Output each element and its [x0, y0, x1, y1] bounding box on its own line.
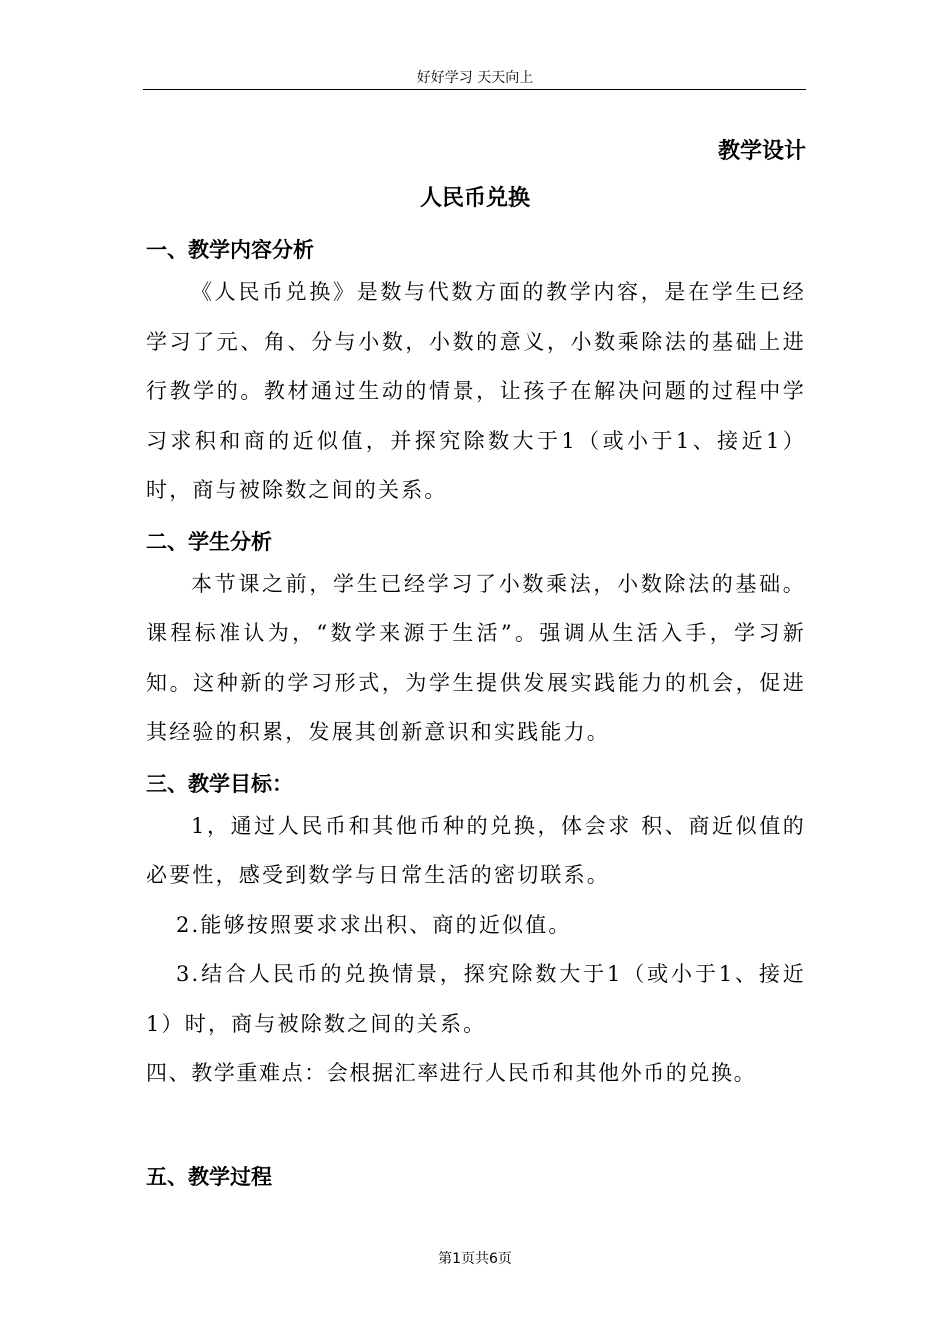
section-heading-teaching-process: 五、教学过程: [146, 1164, 272, 1189]
page-header-text: 好好学习 天天向上: [416, 70, 534, 86]
teaching-goal-3: 3.结合人民币的兑换情景，探究除数大于1（或小于1、接近1）时，商与被除数之间的关系。: [146, 962, 806, 1036]
section-heading-teaching-goals: 三、教学目标：: [146, 771, 293, 796]
header-divider: [143, 89, 806, 90]
teaching-goal-2: 2.能够按照要求求出积、商的近似值。: [176, 912, 572, 937]
section-heading-content-analysis: 一、教学内容分析: [146, 238, 314, 262]
student-analysis-paragraph: 本节课之前，学生已经学习了小数乘法，小数除法的基础。课程标准认为，“数学来源于生活”。强调从生活入手，学习新知。这种新的学习形式，为学生提供发展实践能力的机会，促进其经验的积累，发展其创新意识和实践能力。: [146, 571, 806, 744]
content-analysis-paragraph: 《人民币兑换》是数与代数方面的教学内容，是在学生已经学习了元、角、分与小数，小数的意义，小数乘除法的基础上进行教学的。教材通过生动的情景，让孩子在解决问题的过程中学习求积和商的近似值，并探究除数大于1（或小于1、接近1）时，商与被除数之间的关系。: [146, 280, 806, 502]
teaching-goal-1: 1，通过人民币和其他币种的兑换，体会求 积、商近似值的必要性，感受到数学与日常生活的密切联系。: [146, 813, 806, 887]
document-type-label: 教学设计: [717, 139, 806, 164]
document-body: [146, 232, 806, 1195]
key-difficult-points: 四、教学重难点：会根据汇率进行人民币和其他外币的兑换。: [146, 1061, 757, 1085]
section-heading-student-analysis: 二、学生分析: [146, 529, 272, 554]
page-number-footer: 第1页共6页: [438, 1251, 512, 1267]
document-title: 人民币兑换: [419, 186, 530, 211]
